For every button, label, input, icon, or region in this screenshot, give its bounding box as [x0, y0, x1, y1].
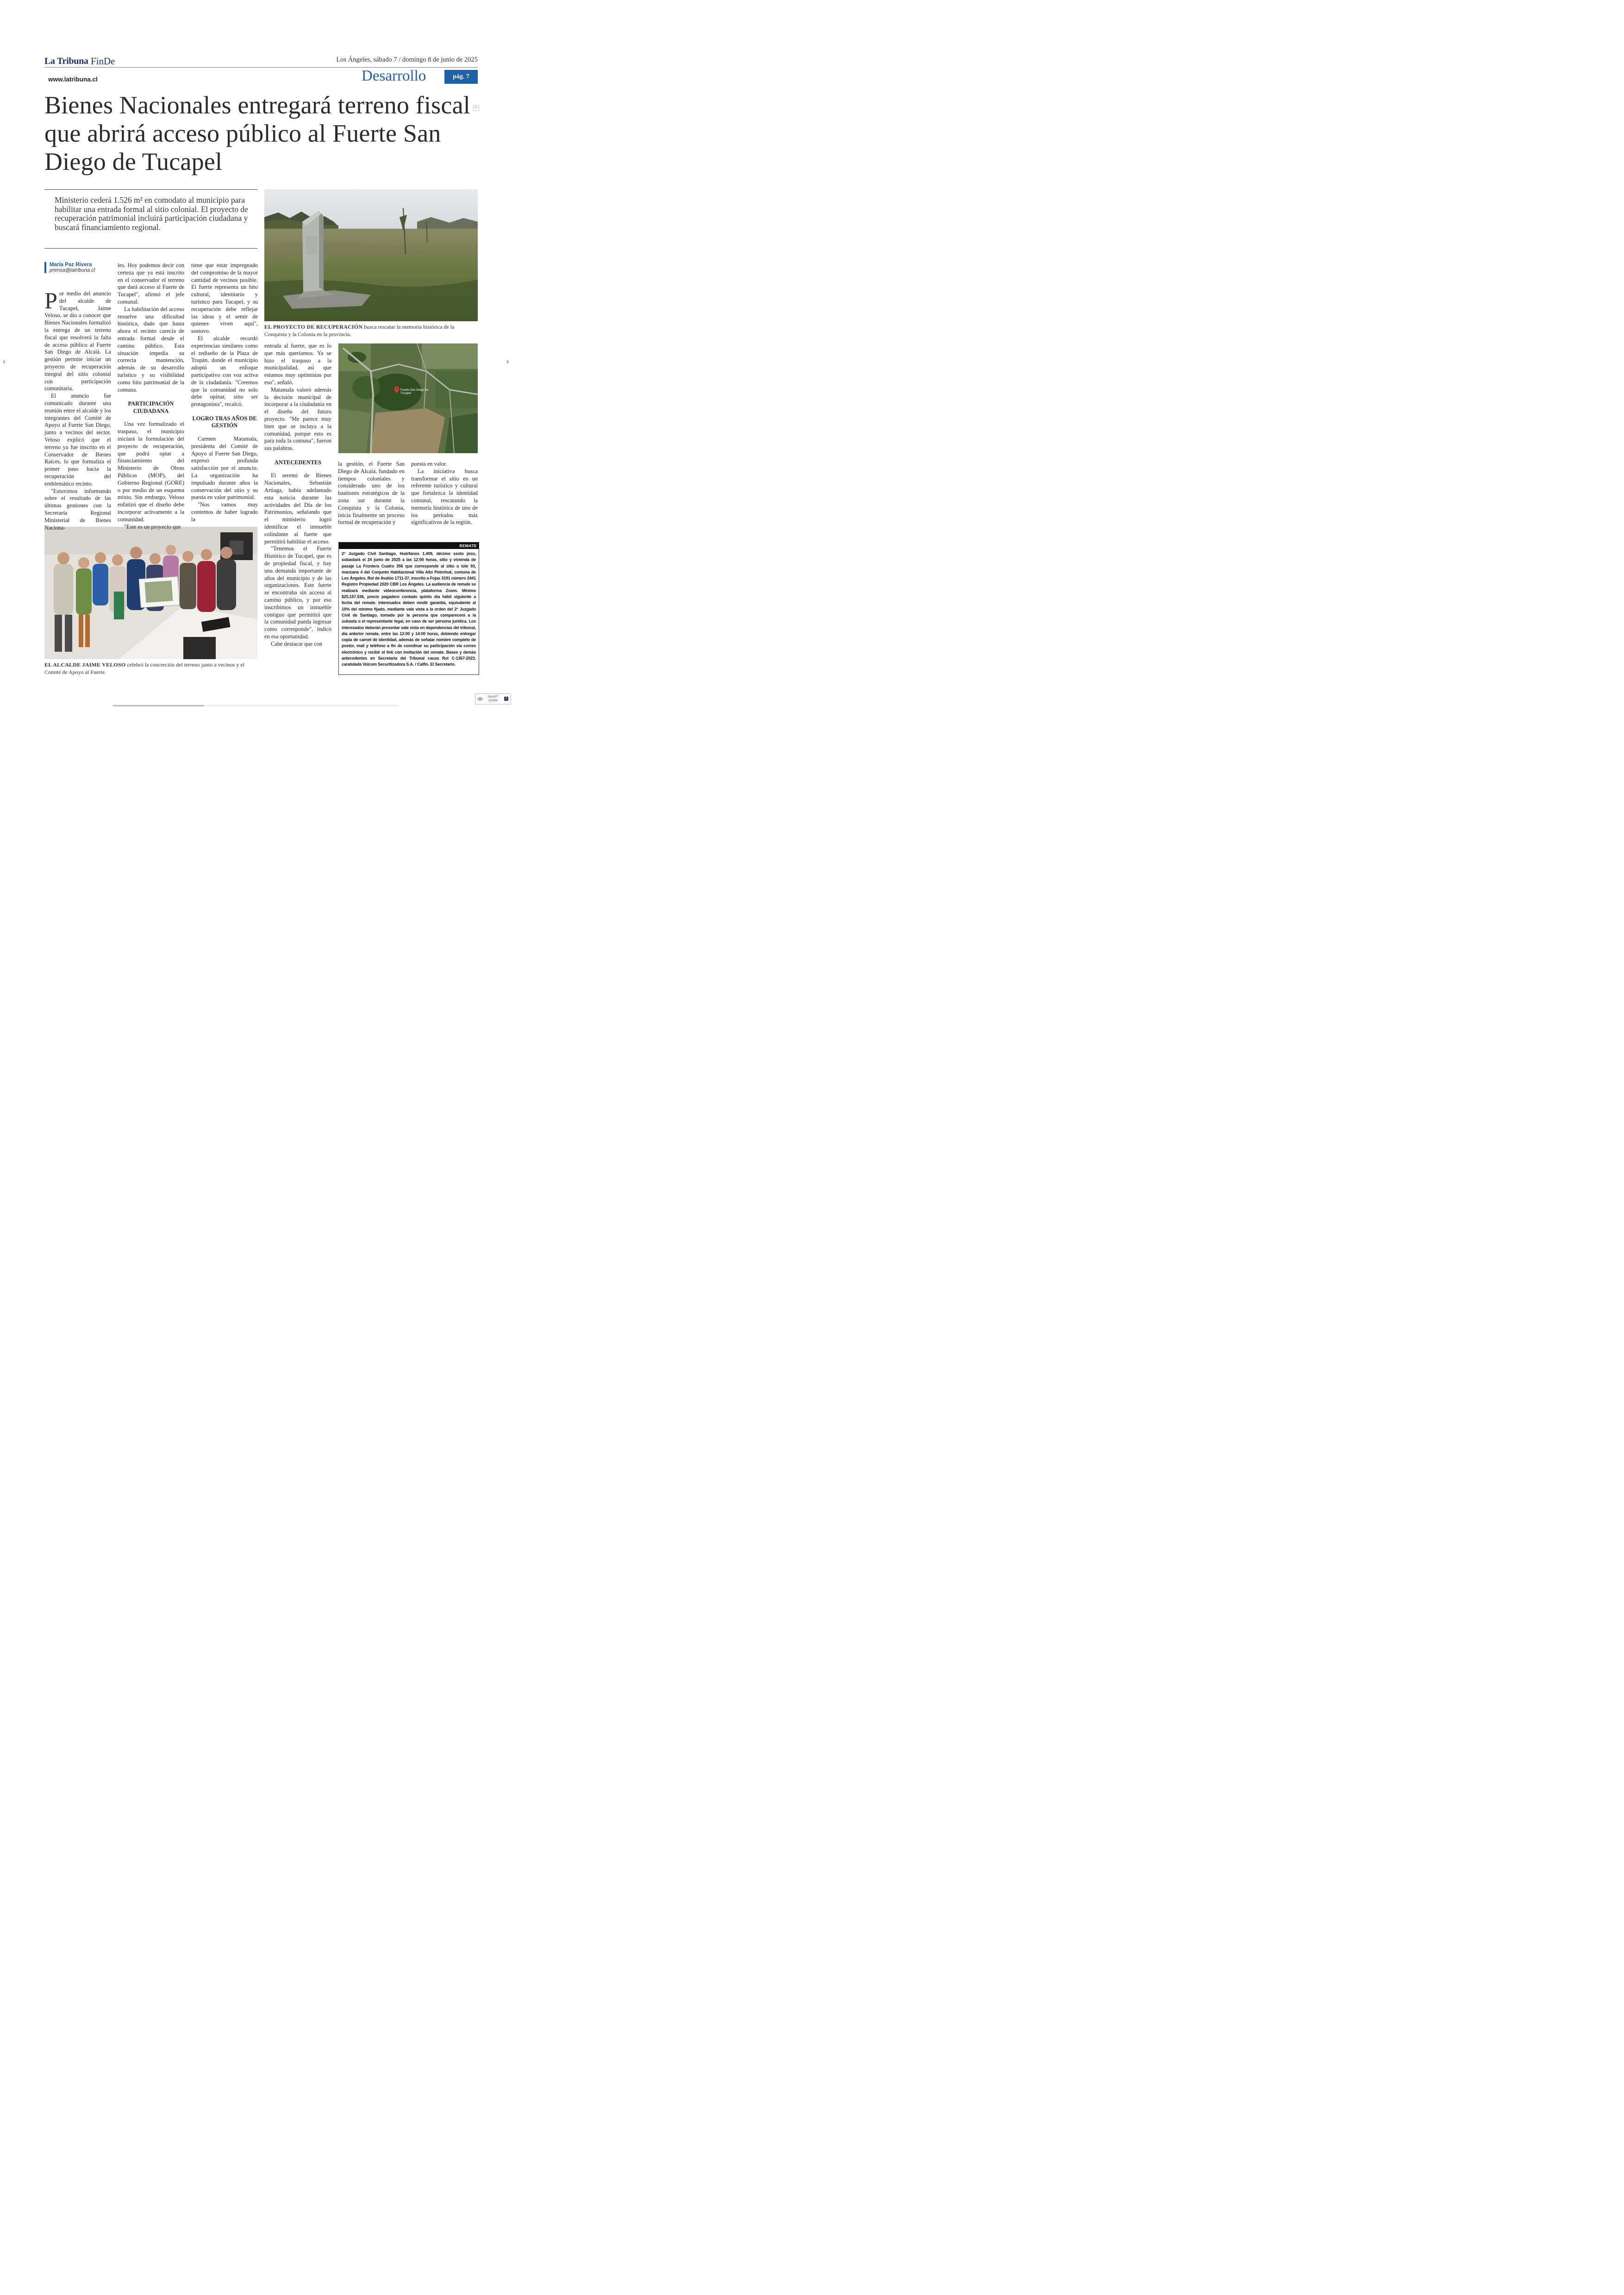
subhead-antecedentes: ANTECEDENTES: [274, 459, 322, 466]
legal-notice-remate: [338, 542, 479, 675]
smart-zoom-count-badge: 1: [504, 697, 508, 701]
monument-caption-text: busca rescatar la memoria histórica de la Conquista y la Colonia en la provincia.: [264, 324, 455, 337]
col2-para-3: Una vez formalizado el traspaso, el municipio iniciará la formulación del proyecto de recuperación, que podrá optar a financiamiento del Ministerio de Obras Públicas (MOP), del Gobierno Regional (GORE) o por medio de un esquema mixto. Sin embargo, Veloso enfatizó que el diseño debe incorporar activamente a la comunidad.: [118, 421, 184, 523]
smart-zoom-button[interactable]: [475, 693, 511, 705]
newspaper-logo: La Tribuna: [44, 56, 88, 66]
next-page-arrow-icon[interactable]: ›: [506, 357, 510, 367]
col2-para-1: les. Hoy podemos decir con certeza que ya está inscrito en el conservador el terreno que dará acceso al Fuerte de Tucapel", afirmó el jefe comunal.: [118, 262, 184, 305]
col2-para-2: La habilitación del acceso resuelve una dificultad histórica, dado que hasta ahora el recinto carecía de entrada formal desde el camino público. Esta situación impedía su correcta mantención, además de su desarrollo turístico y su visibilidad como hito patrimonial de la comuna.: [118, 306, 184, 393]
body-column-4: [264, 343, 331, 648]
body-column-6: [411, 461, 478, 526]
author-name: María Paz Rivera: [50, 262, 92, 268]
map-label: Fuerte San Diego de Tucapel: [400, 388, 428, 395]
smart-zoom-label-2: ZOOM: [488, 699, 498, 702]
body-column-1: [44, 287, 111, 531]
group-caption-lead: EL ALCALDE JAIME VELOSO: [44, 661, 126, 668]
col3-para-1: tiene que estar impregnado del compromiso de la mayor cantidad de vecinos posible. El fuerte representa un hito cultural, identitario y turístico para Tucapel, y su recuperación debe reflejar las ideas y el sentir de quienes viven aquí", sostuvo.: [191, 262, 258, 335]
deck: [44, 189, 257, 249]
byline: [44, 262, 95, 273]
col3-para-3: Carmen Matamala, presidenta del Comité de Apoyo al Fuerte San Diego, expresó profunda satisfacción por el anuncio. La organización ha impulsado durante años la conservación del sitio y su puesta en valor patrimonial.: [191, 435, 258, 501]
col2-para-4: "Este es un proyecto que: [124, 523, 181, 530]
body-column-2: [118, 262, 184, 530]
supplement-name: FinDe: [91, 56, 115, 67]
smart-zoom-label-1: SMART: [487, 695, 498, 698]
subhead-participacion: PARTICIPACIÓN CIUDADANA: [128, 400, 174, 414]
col1-para-1: [44, 287, 111, 393]
pdf-marker-icon: P: [473, 105, 479, 111]
monument-photo-image: [264, 189, 478, 321]
remate-text: 2° Juzgado Civil Santiago, Huérfanos 1.409, décimo sexto piso, subastará el 24 junio de 2025 a las 12:00 horas, sitio y vivienda de pasaje La Frontera Cuatro 356 que corresponde al sitio o lote 93, manzana 4 del Conjunto Habitacional Villa Alto Petrohué, comuna de Los Ángeles. Rol de Avalúo 1711-37, inscrito a Fojas 3191 número 2441 Registro Propiedad 2020 CBR Los Ángeles. La audiencia de remate se realizará mediante videoconferencia, plataforma Zoom. Mínimo $25.157.536, precio pagadero contado quinto día hábil siguiente a fecha del remate. Interesados deben rendir garantía, equivalente al 10% del mínimo fijado, mediante vale vista a la orden del 2° Juzgado Civil de Santiago, tomado por la persona que comparecerá a la subasta o el representante legal, en caso de ser persona jurídica. Los interesados deberán presentar vale vista en dependencias del tribunal, día anterior remate, entre las 12:00 y 14:00 horas, debiendo entregar copia de carnet de identidad, además de señalar nombre completo de postor, mail y teléfono a fin de coordinar su participación vía correo electrónico y recibir el link con invitación del remate. Bases y demás antecedentes en Secretaría del Tribunal causa Rol C-1367-2023, caratulada Volcom Securitizadora S.A. / Calfin. El Secretario.: [342, 551, 476, 667]
col3-para-2: El alcalde recordó experiencias similares como el rediseño de la Plaza de Trupán, donde el municipio adoptó un enfoque participativo con voz activa de la ciudadanía. "Creemos que la comunidad no solo debe opinar, sino ser protagonista", recalcó.: [191, 335, 258, 408]
scrollbar-thumb[interactable]: [113, 705, 204, 706]
col4-para-1: entrada al fuerte, que es lo que más queríamos. Ya se hizo el traspaso a la municipalidad, así que estamos muy optimistas por eso", señaló.: [264, 343, 331, 386]
col6-para-1: puesta en valor.: [411, 461, 447, 467]
headline: Bienes Nacionales entregará terreno fiscal que abrirá acceso público al Fuerte San Diego de Tucapel: [44, 91, 470, 175]
col1-para-2: El anuncio fue comunicado durante una reunión entre el alcalde y los integrantes del Comité de Apoyo al Fuerte San Diego, junto a vecinos del sector. Veloso explicó que el terreno ya fue inscrito en el Conservador de Bienes Raíces, lo que formaliza el primer paso hacia la recuperación del emblemático recinto.: [44, 393, 111, 487]
dateline: Los Ángeles, sábado 7 / domingo 8 de junio de 2025: [336, 56, 478, 63]
monument-photo: [264, 189, 478, 321]
col1-para-1-text: or medio del anuncio del alcalde de Tucapel, Jaime Veloso, se dio a conocer que Bienes Nacionales formalizó la entrega de un terreno fiscal que resolverá la falta de acceso público al Fuerte San Diego de Alcalá. La gestión permite iniciar un proyecto de recuperación integral del sitio colonial con participación comunitaria.: [44, 290, 111, 392]
drop-cap: P: [44, 287, 57, 313]
prev-page-arrow-icon[interactable]: ‹: [2, 357, 6, 367]
group-photo: [44, 527, 257, 659]
eye-icon: [477, 697, 483, 701]
col4-para-3: El seremi de Bienes Nacionales, Sebastián Artiaga, había adelantado esta noticia durante las actividades del Día de los Patrimonios, señalando que el ministerio logró identificar el inmueble colindante al fuerte que permitirá habilitar el acceso.: [264, 472, 331, 545]
deck-text: Ministerio cederá 1.526 m² en comodato al municipio para habilitar una entrada formal al sitio colonial. El proyecto de recuperación patrimonial incluirá participación ciudadana y buscará financiamiento regional.: [55, 195, 248, 232]
page-number-badge: pág. 7: [444, 70, 478, 84]
aerial-map: [338, 343, 478, 453]
col6-para-2: La iniciativa busca transformar el sitio en un referente turístico y cultural que fortalezca la identidad comunal, rescatando la memoria histórica de uno de los períodos más significativos de la región.: [411, 468, 478, 526]
col5-para-1: la gestión, el Fuerte San Diego de Alcalá, fundado en tiempos coloniales y considerado uno de los bastiones estratégicos de la zona sur durante la Conquista y la Colonia, inicia finalmente un proceso formal de recuperación y: [338, 461, 405, 526]
subhead-logro: LOGRO TRAS AÑOS DE GESTIÓN: [192, 415, 257, 429]
body-column-3: [191, 262, 258, 524]
group-photo-image: [44, 527, 257, 659]
group-caption: [44, 661, 257, 676]
group-caption-text: celebró la concreción del terreno junto a vecinos y el Comité de Apoyo al Fuerte.: [44, 661, 244, 675]
body-column-5: [338, 461, 405, 526]
monument-caption: [264, 323, 478, 338]
col4-para-2: Matamala valoró además la decisión municipal de incorporar a la ciudadanía en el diseño del futuro proyecto. "Me parece muy bien que se incluya a la comunidad, porque esto es para toda la comuna", fueron sus palabras.: [264, 386, 331, 452]
col4-para-5: Cabe destacar que con: [271, 640, 323, 647]
monument-caption-lead: EL PROYECTO DE RECUPERACIÓN: [264, 324, 363, 330]
remate-label: REMATE: [339, 543, 479, 549]
author-email[interactable]: prensa@latribuna.cl: [50, 268, 95, 273]
col3-para-4: "Nos vamos muy contentos de haber logrado la: [191, 501, 258, 523]
aerial-map-image: [338, 343, 478, 453]
website-url[interactable]: www.latribuna.cl: [48, 76, 98, 83]
col4-para-4: "Tenemos el Fuerte Histórico de Tucapel, que es de propiedad fiscal, y hay una demanda importante de años del municipio y de las organizaciones. Este fuerte se encontraba sin acceso al camino público, y por eso inscribimos un inmueble contiguo que permitirá que la comunidad pueda ingresar como corresponde", indicó en esa oportunidad.: [264, 545, 331, 640]
col1-para-3: "Estuvimos informando sobre el resultado de las últimas gestiones con la Secretaría Regional Ministerial de Bienes Naciona-: [44, 487, 111, 531]
section-title: Desarrollo: [362, 68, 426, 84]
